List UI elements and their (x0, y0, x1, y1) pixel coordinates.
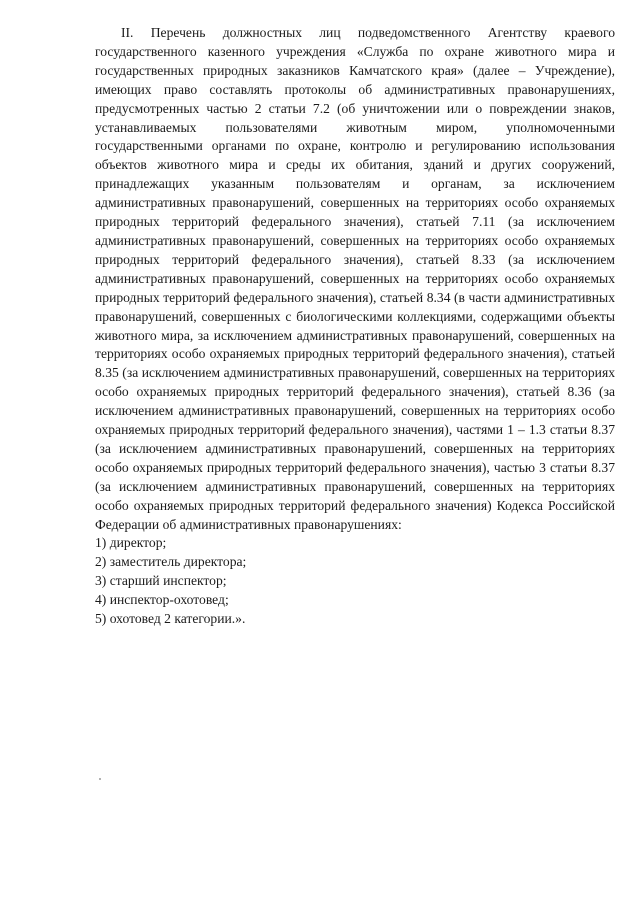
position-list (95, 534, 615, 629)
list-item: 5) охотовед 2 категории.». (95, 611, 246, 627)
list-item: 3) старший инспектор; (95, 573, 227, 589)
list-item: 2) заместитель директора; (95, 554, 247, 570)
list-item: 4) инспектор-охотовед; (95, 592, 229, 608)
scan-speck (99, 778, 101, 780)
document-body (95, 24, 615, 629)
section-paragraph: II. Перечень должностных лиц подведомственного Агентству краевого государственного казенного учреждения «Служба по охране животного мира и государственных природных заказников Камчатского края» (далее – Учреждение), имеющих право составлять протоколы об административных правонарушениях, предусмотренных частью 2 статьи 7.2 (об уничтожении или о повреждении знаков, устанавливаемых пользователями животным миром, уполномоченными государственными органами по охране, контролю и регулированию использования объектов животного мира и среды их обитания, зданий и других сооружений, принадлежащих указанным пользователям и органам, за исключением административных правонарушений, совершенных на территориях особо охраняемых природных территорий федерального значения), статьей 7.11 (за исключением административных правонарушений, совершенных на территориях особо охраняемых природных территорий федерального значения), статьей 8.33 (за исключением административных правонарушений, совершенных на территориях особо охраняемых природных территорий федерального значения), статьей 8.34 (в части административных правонарушений, совершенных с биологическими коллекциями, содержащими объекты животного мира, за исключением административных правонарушений, совершенных на территориях особо охраняемых природных территорий федерального значения), статьей 8.35 (за исключением административных правонарушений, совершенных на территориях особо охраняемых природных территорий федерального значения), статьей 8.36 (за исключением административных правонарушений, совершенных на территориях особо охраняемых природных территорий федерального значения), частями 1 – 1.3 статьи 8.37 (за исключением административных правонарушений, совершенных на территориях особо охраняемых природных территорий федерального значения), частью 3 статьи 8.37 (за исключением административных правонарушений, совершенных на территориях особо охраняемых природных территорий федерального значения) Кодекса Российской Федерации об административных правонарушениях: (95, 25, 615, 532)
list-item: 1) директор; (95, 535, 167, 551)
